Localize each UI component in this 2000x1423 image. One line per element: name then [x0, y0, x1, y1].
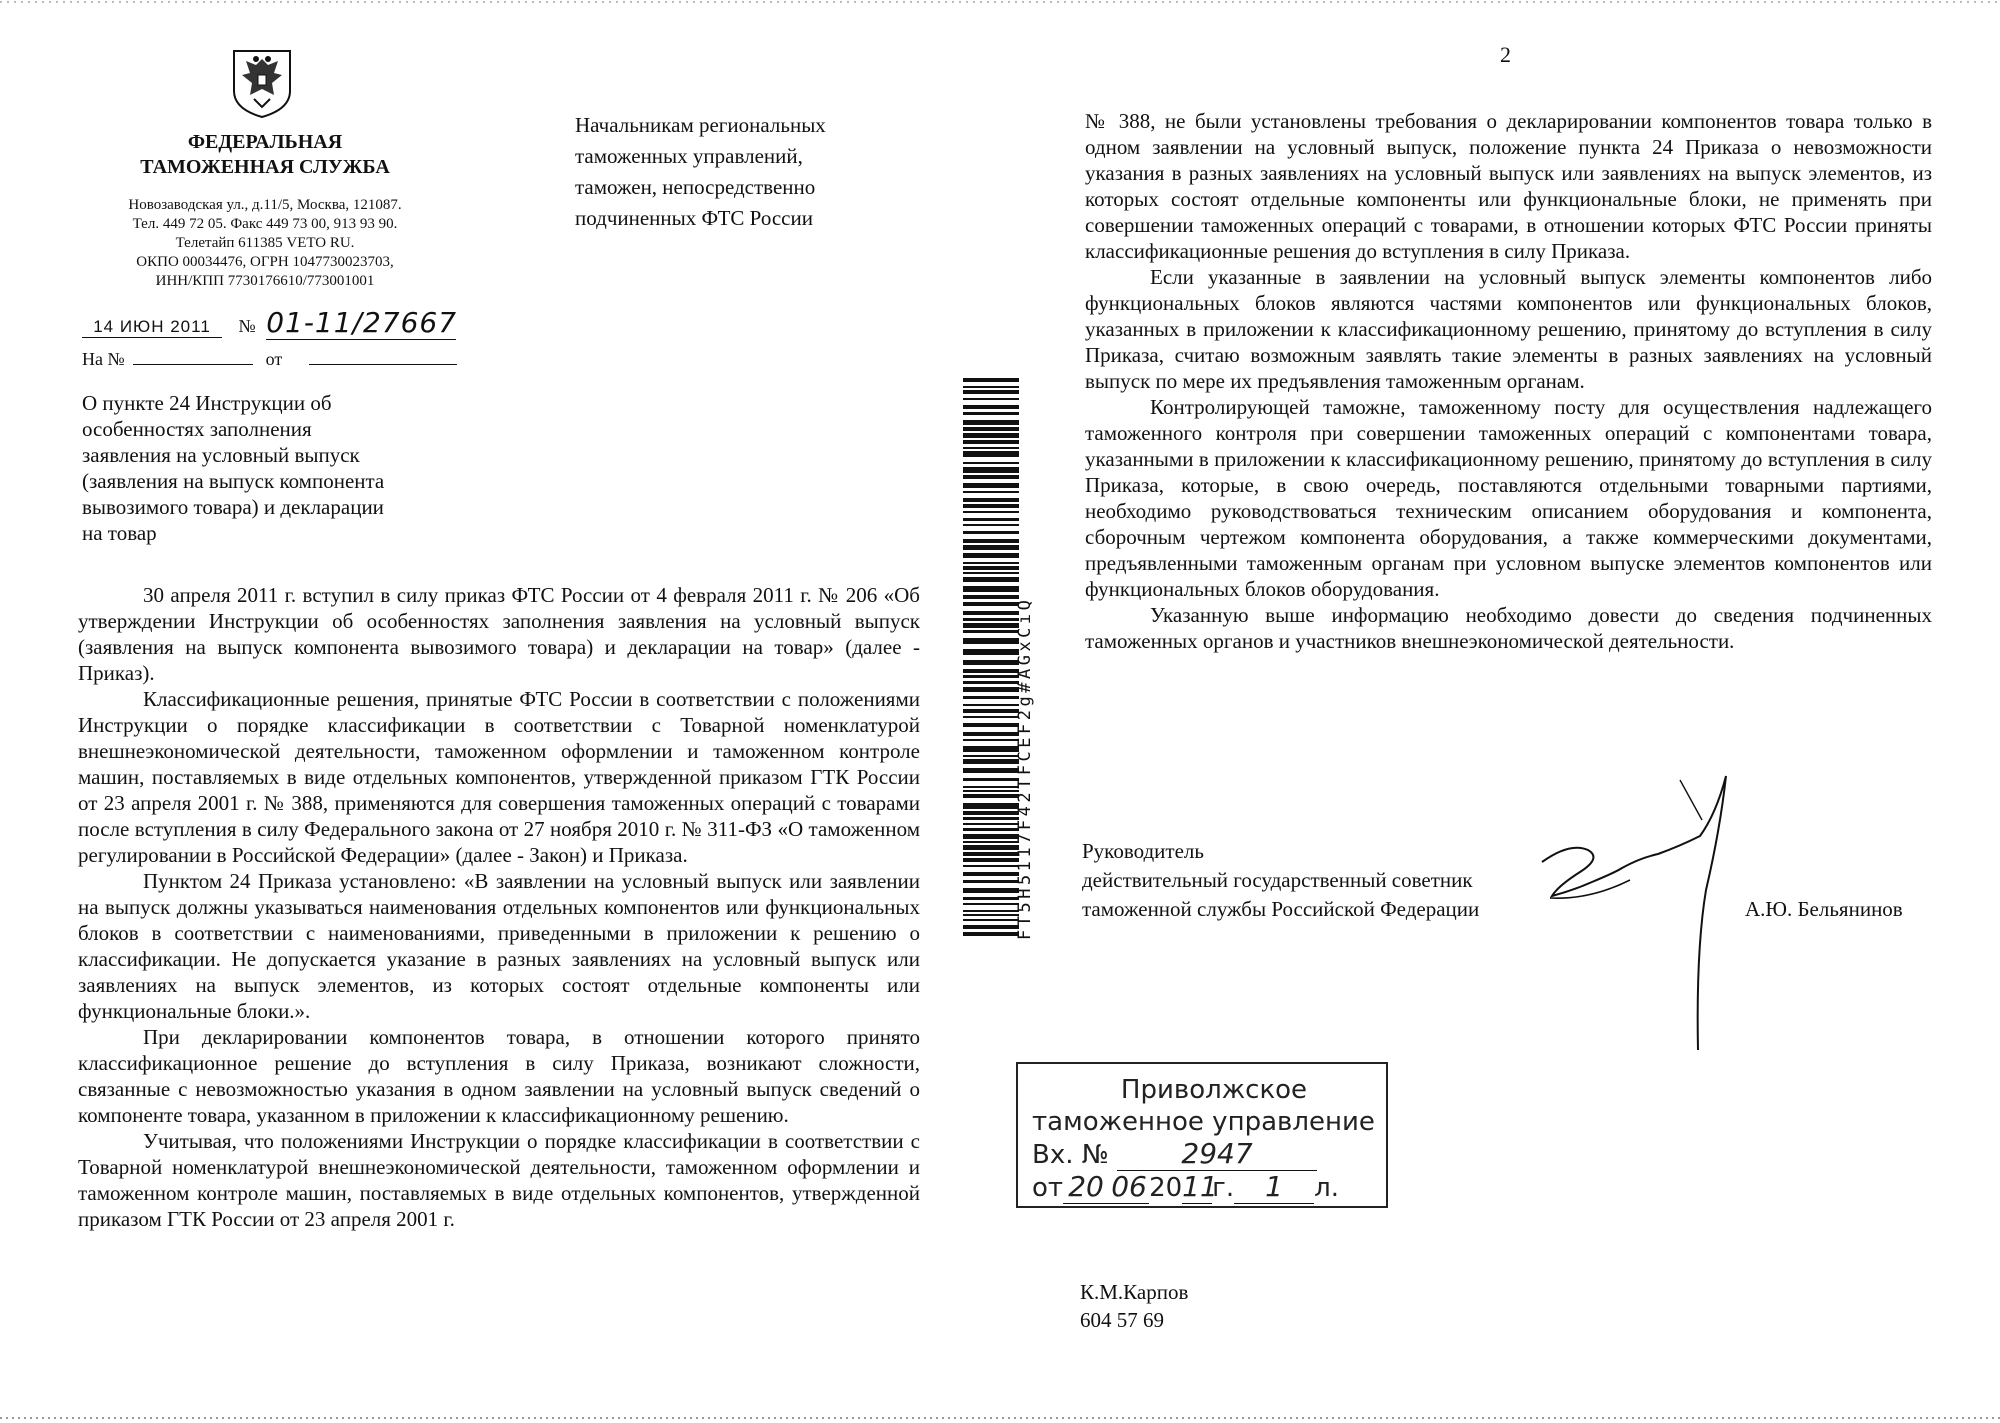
subject-line: на товар	[82, 521, 157, 545]
barcode-bar	[963, 841, 1019, 843]
barcode-bar	[963, 790, 1019, 792]
barcode-bar	[963, 739, 1019, 741]
signatory-title-line: Руководитель	[1082, 839, 1204, 863]
barcode-bar	[963, 880, 1019, 883]
stamp-year-prefix: 20	[1149, 1173, 1183, 1203]
page-number: 2	[1500, 42, 1511, 67]
barcode-bar	[963, 553, 1019, 558]
addressee-line: Начальникам региональных	[575, 113, 826, 137]
barcode-bar	[963, 638, 1019, 644]
stamp-day: 20	[1063, 1171, 1109, 1204]
stamp-sheets: 1	[1234, 1171, 1314, 1204]
organization-name	[120, 130, 410, 180]
body-paragraph: Пунктом 24 Приказа установлено: «В заявлении на условный выпуск или заявлении на выпуск должны указываться наименования отдельных компонентов или функциональных блоков в соответствии с наименованиями, приведенными в приложении к решению о классификации. Не допускается указание в разных заявлениях на условный выпуск или заявлениях на выпуск элементов, из которых состоят отдельные компоненты или функциональные блоки.».	[78, 869, 920, 1023]
barcode-bar	[963, 834, 1019, 839]
body-paragraph: При декларировании компонентов товара, в отношении которого принято классификационное решение до вступления в силу Приказа, возникают сложности, связанные с невозможностью указания в одном заявлении на условный выпуск сведений о компоненте товара, указанном в приложении к классификационному решению.	[78, 1025, 920, 1127]
stamp-incoming-value: 2947	[1117, 1138, 1317, 1171]
handwritten-signature	[1530, 750, 1760, 1050]
barcode-bar	[963, 872, 1019, 876]
subject-line: особенностях заполнения	[82, 417, 312, 441]
barcode-text: FT5H5117F42TFCEF2g#AGxCiQ	[1015, 596, 1035, 940]
barcode-bar	[963, 828, 1019, 831]
body-page-2	[1085, 108, 1932, 654]
barcode-bar	[963, 539, 1019, 543]
number-label: №	[238, 316, 256, 336]
barcode-bar	[963, 817, 1019, 820]
barcode-bar	[963, 467, 1019, 473]
address-line: Телетайп 611385 VETO RU.	[175, 235, 355, 251]
barcode-bar	[963, 669, 1019, 673]
barcode-bar	[963, 687, 1019, 692]
body-paragraph: Контролирующей таможне, таможенному посту для осуществления надлежащего таможенного контроля при совершении таможенных операций с компонентами товара, указанными в приложении к классификационному решению, принятому до вступления в силу Приказа, которые, в свою очередь, поставляются отдельными товарными партиями, необходимо руководствоваться техническим описанием оборудования и компонента, сборочным чертежом компонента оборудования, а также коммерческими документами, предъявленными таможенным органам при условном выпуске элементов компонентов или функциональных блоков оборудования.	[1085, 395, 1932, 601]
barcode-bar	[963, 732, 1019, 736]
barcode-bar	[963, 925, 1019, 929]
addressee	[575, 110, 905, 234]
barcode-bar	[963, 602, 1019, 606]
addressee-line: подчиненных ФТС России	[575, 206, 813, 230]
barcode-bar	[963, 845, 1019, 850]
barcode-bar	[963, 709, 1019, 713]
barcode-bar	[963, 577, 1019, 582]
body-page-1	[78, 582, 920, 1232]
barcode-bar	[963, 433, 1019, 438]
subject-line: вывозимого товара) и декларации	[82, 495, 384, 519]
barcode-bar	[963, 398, 1019, 400]
body-paragraph: № 388, не были установлены требования о декларировании компонентов товара только в одном заявлении на условный выпуск, положение пункта 24 Приказа о невозможности указания в разных заявлениях на условный выпуск или заявлениях на выпуск элементов, из которых состоят отдельные компоненты или функциональные блоки, не применять при совершении таможенных операций с товарами, в отношении которых ФТС России приняты классификационные решения до вступления в силу Приказа.	[1085, 109, 1932, 263]
barcode-bar	[963, 405, 1019, 409]
address-line: Новозаводская ул., д.11/5, Москва, 121087.	[128, 197, 402, 213]
address-line: ОКПО 00034476, ОГРН 1047730023703,	[136, 254, 394, 270]
signatory-name: А.Ю. Бельянинов	[1745, 897, 1903, 921]
stamp-incoming-date	[1032, 1171, 1376, 1204]
barcode-bar	[963, 932, 1019, 936]
stamp-incoming-number	[1032, 1138, 1376, 1171]
letter-number: 01-11/27667	[266, 306, 458, 339]
signatory-title	[1082, 837, 1479, 924]
organization-line-2: ТАМОЖЕННАЯ СЛУЖБА	[140, 156, 390, 178]
barcode-bar	[963, 755, 1019, 757]
barcode-bar	[963, 611, 1019, 615]
barcode-bar	[963, 910, 1019, 912]
barcode-bar	[963, 386, 1019, 388]
barcode-bar	[963, 483, 1019, 488]
barcode-bar	[963, 660, 1019, 665]
barcode-bar	[963, 759, 1019, 764]
stamp-sheets-unit: л.	[1314, 1173, 1339, 1203]
barcode-bar	[963, 504, 1019, 508]
barcode-bar	[963, 451, 1019, 457]
barcode-bar	[963, 852, 1019, 856]
reference-line	[82, 344, 457, 370]
body-paragraph: 30 апреля 2011 г. вступил в силу приказ ФТС России от 4 февраля 2011 г. № 206 «Об утверждении Инструкции об особенностях заполнения заявления на условный выпуск (заявления на выпуск компонента вывозимого товара) и декларации на товар» (далее - Приказ).	[78, 583, 920, 685]
barcode-bar	[963, 919, 1019, 921]
organization-address	[80, 196, 450, 291]
addressee-line: таможен, непосредственно	[575, 175, 816, 199]
barcode-bar	[963, 630, 1019, 633]
stamp-incoming-label: Вх. №	[1032, 1140, 1109, 1170]
stamp-line-1: Приволжское	[1120, 1075, 1308, 1105]
organization-line-1: ФЕДЕРАЛЬНАЯ	[187, 131, 343, 153]
address-line: ИНН/КПП 7730176610/773001001	[155, 273, 375, 289]
barcode-bar	[963, 440, 1019, 444]
incoming-registration-stamp	[1016, 1062, 1388, 1208]
barcode-bar	[963, 794, 1019, 798]
barcode-bar	[963, 746, 1019, 752]
barcode-bar	[963, 803, 1019, 809]
barcode-bar	[963, 545, 1019, 550]
letter-subject	[82, 390, 452, 546]
barcode-bar	[963, 914, 1019, 916]
barcode-bar	[963, 524, 1019, 526]
barcode-bar	[963, 696, 1019, 699]
barcode-bar	[963, 865, 1019, 867]
barcode	[963, 378, 1019, 940]
barcode-bar	[963, 618, 1019, 621]
barcode-bar	[963, 412, 1019, 415]
barcode-bar	[963, 768, 1019, 773]
scan-edge-top	[0, 0, 2000, 4]
eagle-emblem-icon	[228, 45, 296, 119]
barcode-bar	[963, 903, 1019, 905]
barcode-bar	[963, 420, 1019, 425]
executor-name: К.М.Карпов	[1080, 1280, 1189, 1304]
body-paragraph: Указанную выше информацию необходимо довести до сведения подчиненных таможенных органов и участников внешнеэкономической деятельности.	[1085, 603, 1932, 653]
barcode-bar	[963, 897, 1019, 900]
barcode-bar	[963, 723, 1019, 727]
barcode-bar	[963, 572, 1019, 574]
barcode-bar	[963, 649, 1019, 655]
barcode-bar	[963, 858, 1019, 862]
barcode-bar	[963, 531, 1019, 534]
barcode-bar	[963, 562, 1019, 564]
body-paragraph: Учитывая, что положениями Инструкции о порядке классификации в соответствии с Товарной номенклатурой внешнеэкономической деятельности, таможенном оформлении и таможенном контроле машин, поставляемых в виде отдельных компонентов, утвержденной приказом ГТК России от 23 апреля 2001 г.	[78, 1129, 920, 1231]
barcode-bar	[963, 675, 1019, 678]
subject-line: (заявления на выпуск компонента	[82, 469, 385, 493]
scan-edge-bottom	[0, 1416, 2000, 1420]
barcode-bar	[963, 390, 1019, 394]
barcode-bar	[963, 475, 1019, 479]
barcode-bar	[963, 427, 1019, 431]
barcode-bar	[963, 518, 1019, 521]
barcode-bar	[963, 823, 1019, 825]
barcode-bar	[963, 566, 1019, 570]
barcode-bar	[963, 681, 1019, 684]
reference-label: На №	[82, 349, 125, 369]
barcode-bar	[963, 462, 1019, 464]
barcode-bar	[963, 595, 1019, 599]
barcode-bar	[963, 786, 1019, 788]
signatory-title-line: действительный государственный советник	[1082, 868, 1473, 892]
reference-number-field	[133, 344, 253, 365]
subject-line: О пункте 24 Инструкции об	[82, 391, 332, 415]
subject-line: заявления на условный выпуск	[82, 443, 360, 467]
barcode-bar	[963, 586, 1019, 592]
body-paragraph: Если указанные в заявлении на условный выпуск элементы компонентов либо функциональных блоков являются частями компонентов или функциональных блоков, указанных в приложении к классификационному решению, принятому до вступления в силу Приказа, считаю возможным заявлять такие элементы в разных заявлениях на условный выпуск по мере их предъявления таможенным органам.	[1085, 265, 1932, 393]
barcode-bar	[963, 888, 1019, 893]
barcode-bar	[963, 511, 1019, 513]
barcode-bar	[963, 447, 1019, 449]
barcode-bar	[963, 498, 1019, 502]
executor-phone: 604 57 69	[1080, 1308, 1164, 1332]
stamp-year-unit: г.	[1212, 1173, 1235, 1203]
barcode-bar	[963, 811, 1019, 815]
reference-from-label: от	[265, 349, 283, 369]
address-line: Тел. 449 72 05. Факс 449 73 00, 913 93 90.	[132, 216, 398, 232]
registration-line	[82, 306, 456, 340]
signatory-title-line: таможенной службы Российской Федерации	[1082, 897, 1480, 921]
reference-date-field	[309, 344, 457, 365]
addressee-line: таможенных управлений,	[575, 144, 803, 168]
barcode-bar	[963, 491, 1019, 493]
letter-date: 14 ИЮН 2011	[82, 317, 222, 338]
stamp-line-2: таможенное управление	[1032, 1107, 1375, 1137]
executor-info	[1080, 1278, 1188, 1334]
barcode-bar	[963, 378, 1019, 382]
barcode-bar	[963, 704, 1019, 706]
stamp-from-label: от	[1032, 1173, 1064, 1203]
barcode-bar	[963, 778, 1019, 781]
stamp-month: 06	[1109, 1171, 1149, 1204]
barcode-bar	[963, 623, 1019, 628]
body-paragraph: Классификационные решения, принятые ФТС России в соответствии с положениями Инструкции о порядке классификации в соответствии с Товарной номенклатурой внешнеэкономической деятельности, таможенном оформлении и таможенном контроле машин, поставляемых в виде отдельных компонентов, утвержденной приказом ГТК России от 23 апреля 2001 г. № 388, применяются для совершения таможенных операций с товарами после вступления в силу Федерального закона от 27 ноября 2010 г. № 311-ФЗ «О таможенном регулировании в Российской Федерации» (далее - Закон) и Приказа.	[78, 687, 920, 867]
barcode-bar	[963, 716, 1019, 718]
stamp-year-suffix: 11	[1182, 1170, 1218, 1203]
